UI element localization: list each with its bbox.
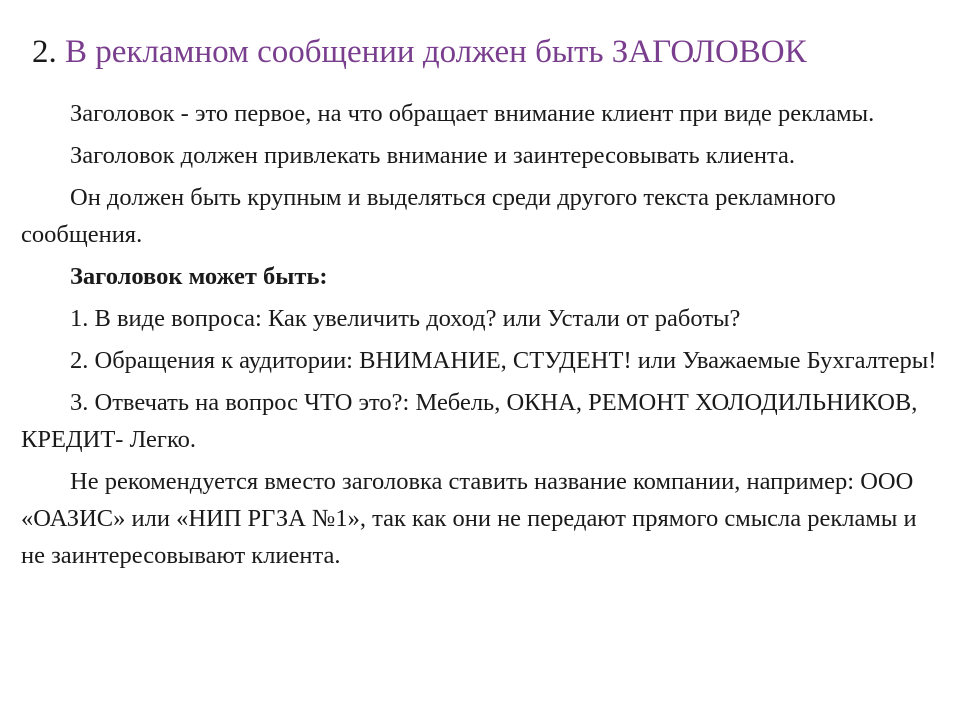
paragraph-types-heading: Заголовок может быть:: [70, 263, 328, 290]
list-item-audience: 2. Обращения к аудитории: ВНИМАНИЕ, СТУДЕНТ! или Уважаемые Бухгалтеры!: [70, 347, 937, 374]
paragraph-not-recommended: Не рекомендуется вместо заголовка ставить название компании, например: ООО «ОАЗИС» или «НИП РГЗА №1», так как они не передают прямого смысла рекламы и не заинтересовывают клиента.: [21, 468, 917, 569]
slide-body: [21, 95, 941, 574]
title-number: 2.: [32, 34, 57, 70]
paragraph-large: Он должен быть крупным и выделяться среди другого текста рекламного сообщения.: [21, 184, 836, 248]
paragraph-definition: Заголовок - это первое, на что обращает внимание клиент при виде рекламы.: [70, 100, 875, 127]
title-text: В рекламном сообщении должен быть ЗАГОЛОВОК: [65, 34, 807, 70]
list-item-question: 1. В виде вопроса: Как увеличить доход? или Устали от работы?: [70, 305, 741, 332]
slide-title: [32, 30, 932, 74]
list-item-what: 3. Отвечать на вопрос ЧТО это?: Мебель, ОКНА, РЕМОНТ ХОЛОДИЛЬНИКОВ, КРЕДИТ- Легко.: [21, 389, 918, 453]
paragraph-attract: Заголовок должен привлекать внимание и заинтересовывать клиента.: [70, 142, 796, 169]
